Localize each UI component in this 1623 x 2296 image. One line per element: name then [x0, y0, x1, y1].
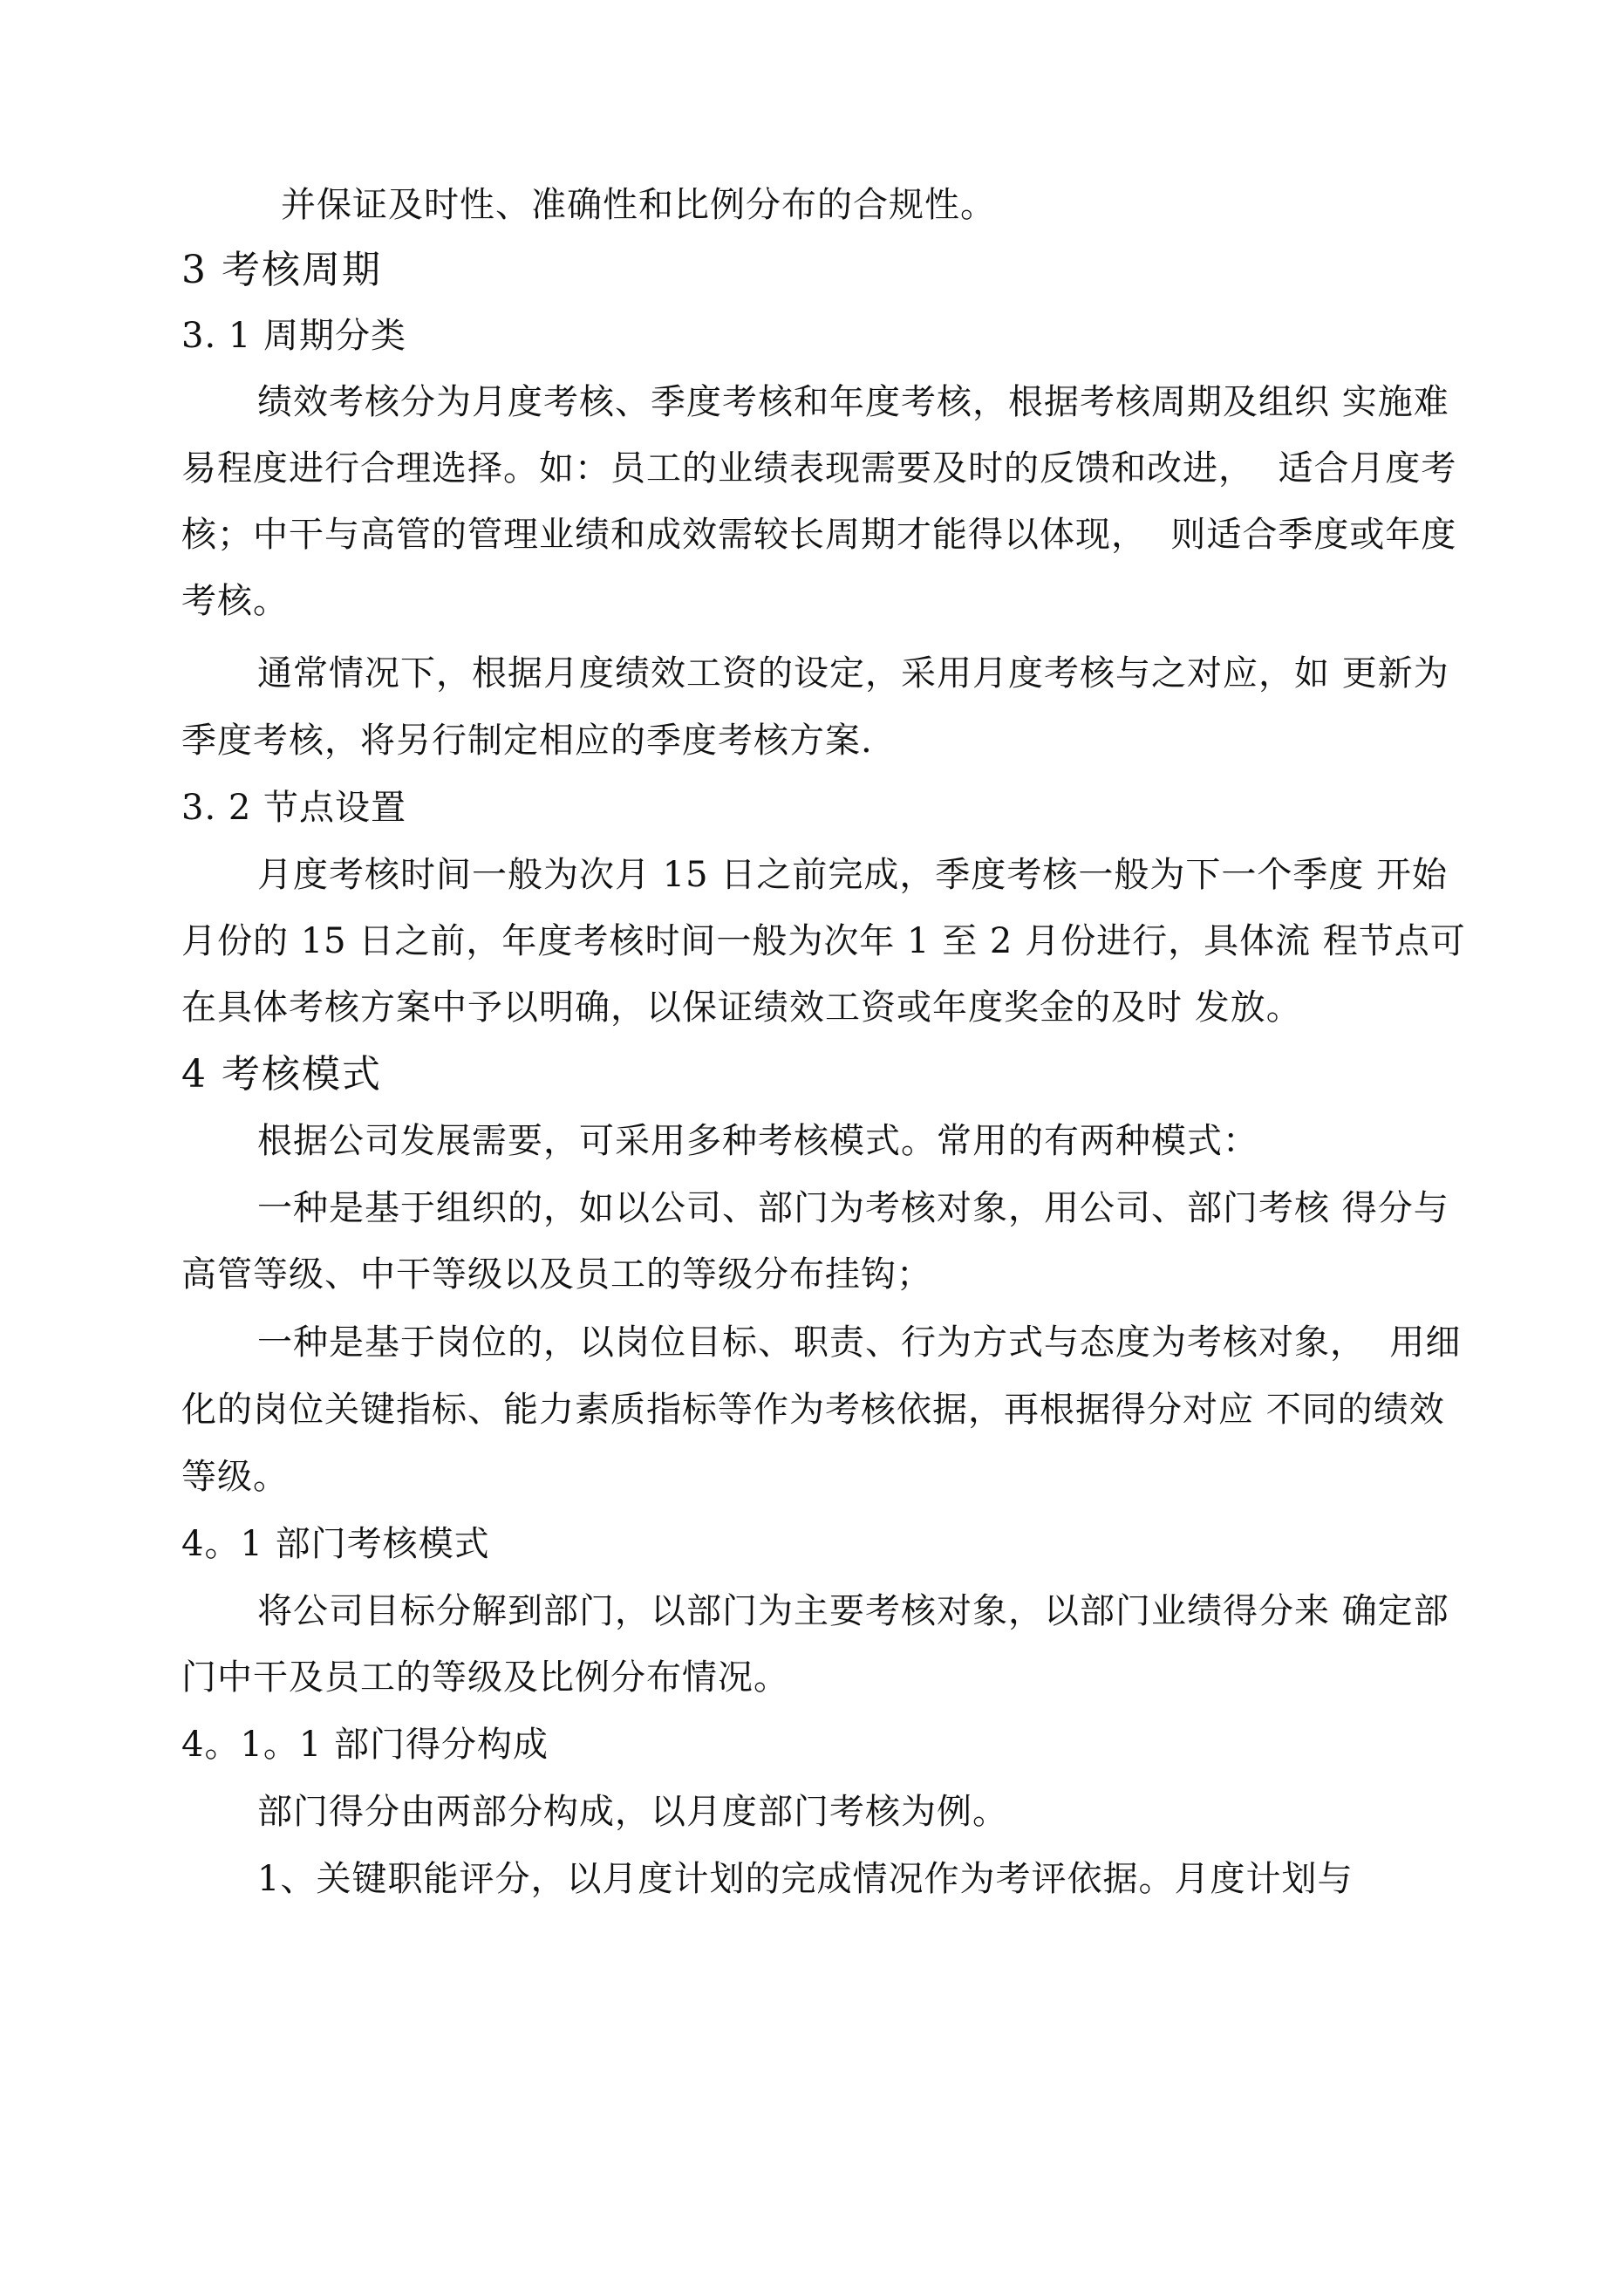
paragraph-line: 在具体考核方案中予以明确，以保证绩效工资或年度奖金的及时 发放。: [181, 987, 1302, 1028]
section-heading-3: 3 考核周期: [181, 248, 382, 292]
subsection-heading-3-2: 3. 2 节点设置: [181, 788, 407, 828]
paragraph-line: 一种是基于岗位的，以岗位目标、职责、行为方式与态度为考核对象， 用细: [257, 1322, 1462, 1363]
section-heading-4: 4 考核模式: [181, 1052, 382, 1097]
paragraph-line: 部门得分由两部分构成，以月度部门考核为例。: [257, 1792, 1008, 1832]
paragraph-line: 化的岗位关键指标、能力素质指标等作为考核依据，再根据得分对应 不同的绩效: [181, 1390, 1445, 1430]
paragraph-line: 月份的 15 日之前，年度考核时间一般为次年 1 至 2 月份进行，具体流 程节点可: [181, 921, 1466, 961]
paragraph-line: 根据公司发展需要，可采用多种考核模式。常用的有两种模式：: [257, 1121, 1258, 1161]
paragraph-line: 高管等级、中干等级以及员工的等级分布挂钩；: [181, 1254, 932, 1295]
subsection-heading-4-1: 4。1 部门考核模式: [181, 1524, 490, 1564]
paragraph-continuation-line: 并保证及时性、准确性和比例分布的合规性。: [281, 185, 996, 225]
subsection-heading-3-1: 3. 1 周期分类: [181, 316, 407, 356]
paragraph-line: 通常情况下，根据月度绩效工资的设定，采用月度考核与之对应，如 更新为: [257, 653, 1449, 694]
paragraph-line: 季度考核，将另行制定相应的季度考核方案.: [181, 721, 873, 761]
paragraph-line: 1、关键职能评分，以月度计划的完成情况作为考评依据。月度计划与: [257, 1859, 1354, 1899]
paragraph-line: 月度考核时间一般为次月 15 日之前完成，季度考核一般为下一个季度 开始: [257, 855, 1449, 895]
subsection-heading-4-1-1: 4。1。1 部门得分构成: [181, 1725, 549, 1765]
paragraph-line: 将公司目标分解到部门，以部门为主要考核对象，以部门业绩得分来 确定部: [257, 1591, 1449, 1631]
paragraph-line: 一种是基于组织的，如以公司、部门为考核对象，用公司、部门考核 得分与: [257, 1188, 1449, 1228]
paragraph-line: 核；中干与高管的管理业绩和成效需较长周期才能得以体现， 则适合季度或年度: [181, 515, 1457, 555]
paragraph-line: 绩效考核分为月度考核、季度考核和年度考核，根据考核周期及组织 实施难: [257, 382, 1449, 422]
paragraph-line: 门中干及员工的等级及比例分布情况。: [181, 1657, 789, 1698]
paragraph-line: 易程度进行合理选择。如：员工的业绩表现需要及时的反馈和改进， 适合月度考: [181, 448, 1457, 489]
paragraph-line: 考核。: [181, 581, 289, 621]
paragraph-line: 等级。: [181, 1457, 289, 1497]
